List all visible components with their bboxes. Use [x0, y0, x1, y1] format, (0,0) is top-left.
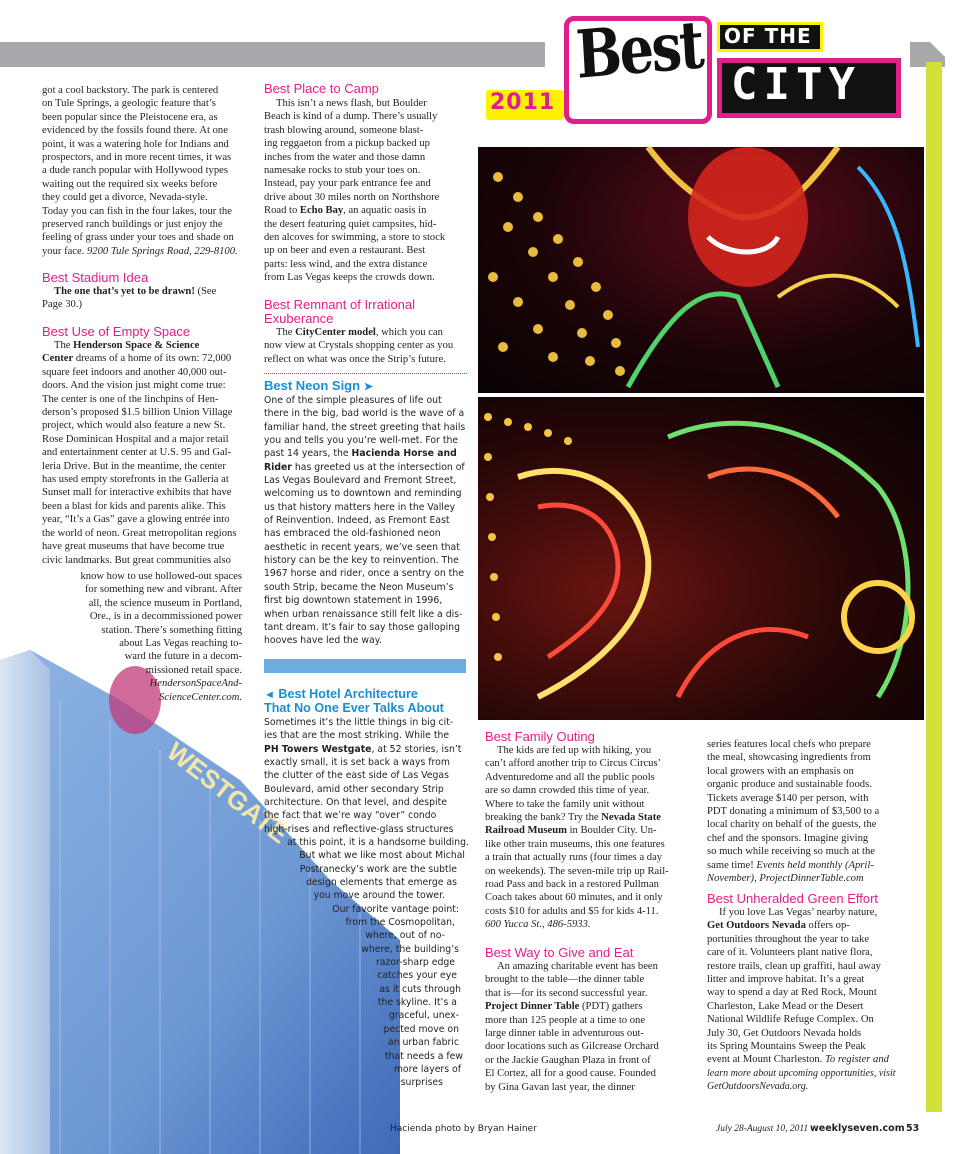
irrational-text — [264, 326, 469, 366]
empty-space-wrap-text — [42, 570, 242, 704]
family-line — [485, 811, 693, 824]
empty-bold: Henderson Space & Science — [73, 340, 200, 351]
family-line-text: in Boulder City. Un- — [566, 825, 657, 837]
give-line: or the Jackie Gaughan Plaza in front of — [485, 1054, 651, 1066]
arrow-left-icon: ◄ — [264, 689, 275, 701]
neon-line-text: past 14 years, the — [264, 448, 352, 460]
neon-line: there in the big, bad world is the wave of a — [264, 408, 465, 420]
hotel-line: the fact that we’re way “over” condo — [264, 810, 437, 822]
family-line: a train that actually runs (four times a day — [485, 852, 663, 864]
give-line: that is—for its second successful year. — [485, 987, 648, 999]
empty-line: project, which would also feature a new St. — [42, 420, 226, 432]
family-line: on weekends). The seven-mile trip up Rail- — [485, 865, 669, 877]
hotel-line: Sometimes it’s the little things in big cit- — [264, 717, 454, 728]
year-text: 2011 — [490, 90, 556, 115]
heading-best-give-eat: Best Way to Give and Eat — [485, 945, 634, 960]
neon-line: familiar hand, the street greeting that hails — [264, 421, 466, 433]
green-line — [707, 919, 919, 932]
park-address: 9200 Tule Springs Road, 229-8100. — [87, 245, 238, 257]
henderson-url[interactable]: ScienceCenter.com. — [159, 691, 242, 703]
give-line: An amazing charitable event has been — [497, 961, 658, 972]
give-line — [485, 1000, 693, 1013]
neon-line-text: has greeted us at the intersection of — [291, 461, 465, 473]
col4-line: the meal, showcasing ingredients from — [707, 752, 871, 764]
empty-bold: Center — [42, 353, 74, 365]
neon-sign-photo — [478, 147, 924, 720]
heading-text: Best Hotel Architecture — [278, 687, 418, 701]
col4-line: chef and the sponsors. Imagine giving — [707, 832, 869, 844]
heading-best-camp: Best Place to Camp — [264, 81, 379, 96]
neon-line: tant dream. It’s fair to say those galloping — [264, 621, 460, 633]
family-line — [485, 824, 693, 837]
heading-best-neon — [264, 378, 373, 393]
col1-line: been popular since the Pleistocene era, as — [42, 111, 218, 123]
green-line: portunities throughout the year to take — [707, 933, 870, 945]
irrational-line: reflect on what was once the Strip’s future. — [264, 353, 446, 365]
issue-dates: July 28-August 10, 2011 — [716, 1124, 809, 1134]
wrap-line: where, the building’s — [361, 943, 459, 955]
heading-text: Best Neon Sign — [264, 378, 361, 393]
give-line: brought to the table—the dinner table — [485, 974, 645, 986]
col1-line: waiting out the required six weeks before — [42, 178, 218, 190]
wrap-line: station. There’s something fitting — [101, 624, 242, 636]
wrap-line: that needs a few — [384, 1050, 463, 1062]
family-bold: Nevada State — [601, 812, 661, 824]
camp-line-text: , an aquatic oasis in — [343, 205, 427, 217]
green-line: restore trails, clean up graffiti, haul away — [707, 960, 881, 972]
hotel-line-text: , at 52 stories, isn’t — [371, 743, 462, 755]
camp-line: up on beer and even a restaurant. Best — [264, 245, 426, 257]
pdt-url[interactable]: November), ProjectDinnerTable.com — [707, 873, 864, 885]
camp-text — [264, 97, 469, 285]
camp-line-text: Road to — [264, 205, 300, 217]
get-outdoors-url[interactable]: GetOutdoorsNevada.org. — [707, 1081, 809, 1093]
col1-top-text — [42, 84, 250, 258]
heading-best-family: Best Family Outing — [485, 729, 595, 744]
heading-line: That No One Ever Talks About — [264, 701, 444, 715]
wrap-line: more layers of — [393, 1063, 461, 1075]
wrap-line: where, out of no- — [365, 930, 445, 942]
green-line: July 30, Get Outdoors Nevada holds — [707, 1027, 862, 1039]
wrap-line: an urban fabric — [387, 1037, 459, 1049]
green-line-text: event at Mount Charleston. — [707, 1054, 825, 1066]
wrap-line: about Las Vegas reaching to- — [119, 638, 242, 650]
neon-figure-graphic — [478, 147, 924, 393]
neon-line: you and tells you you’re well-met. For the — [264, 435, 459, 447]
empty-line: The center is one of the linchpins of Hen- — [42, 393, 219, 405]
irrational-line-text: The — [276, 327, 296, 338]
wrap-line: Our favorite vantage point: — [332, 903, 459, 915]
wrap-line: design elements that emerge as — [305, 877, 457, 889]
of-the-text: OF THE — [724, 24, 812, 48]
photo-credit: Hacienda photo by Bryan Hainer — [390, 1124, 537, 1134]
wrap-line: as it cuts through — [379, 983, 461, 995]
svg-text:WESTGATE: WESTGATE — [161, 736, 295, 850]
green-line: Charleston, Lake Mead or the Desert — [707, 1000, 864, 1012]
camp-line: Instead, pay your park entrance fee and — [264, 178, 431, 190]
col1-line: they could get a divorce, Nevada-style. — [42, 192, 208, 204]
col4-line-text: same time! — [707, 859, 757, 871]
stadium-line: Page 30.) — [42, 299, 83, 311]
col4-italic: Events held monthly (April- — [756, 859, 874, 871]
empty-line: civic landmarks. But great communities also — [42, 554, 231, 566]
neon-line: us that history matters here in the Valley — [264, 501, 456, 513]
hotel-bold: PH Towers Westgate — [264, 743, 372, 755]
green-bold: Get Outdoors Nevada — [707, 920, 806, 932]
col1-line — [42, 245, 250, 258]
camp-line: This isn’t a news flash, but Boulder — [276, 98, 427, 109]
col1-line: prospectors, and in more recent times, it was — [42, 152, 232, 164]
wrap-line: the skyline. It’s a — [377, 997, 457, 1009]
neon-bold: Hacienda Horse and — [351, 448, 457, 460]
neon-text — [264, 394, 469, 648]
col4-line: local growers with an emphasis on — [707, 765, 854, 777]
neon-line: first big downtown statement in 1996, — [264, 595, 443, 607]
col4-line: organic produce and sustainable foods. — [707, 779, 872, 791]
empty-line — [42, 352, 250, 365]
empty-line: year, “It’s a Gas” gave a glowing entrée into — [42, 514, 230, 526]
wrap-line: Postranecky’s work are the subtle — [299, 863, 457, 875]
hotel-text — [264, 716, 469, 836]
wrap-line: But what we like most about Michal — [299, 850, 465, 862]
heading-line — [264, 688, 444, 702]
col4-text — [707, 738, 919, 885]
empty-line: doors. And the vision just might come true: — [42, 380, 226, 392]
wrap-line: Ore., is in a decommissioned power — [89, 611, 242, 623]
family-line: can’t afford another trip to Circus Circus’ — [485, 758, 662, 770]
empty-line-text: The — [54, 340, 74, 351]
heading-best-empty-space: Best Use of Empty Space — [42, 324, 191, 339]
empty-line: have great museums that have become true — [42, 541, 225, 553]
family-line: The kids are fed up with hiking, you — [497, 745, 652, 756]
empty-line: Rose Dominican Hospital and a major retail — [42, 433, 229, 445]
wrap-line: from the Cosmopolitan, — [345, 917, 455, 929]
wrap-line: all, the science museum in Portland, — [88, 597, 242, 609]
col1-line: Today you can fish in the four lakes, tour the — [42, 205, 232, 217]
give-line: door locations such as Gilcrease Orchard — [485, 1041, 659, 1053]
hotel-line — [264, 743, 469, 756]
camp-line: ing reggaeton from a pickup backed up — [264, 138, 430, 150]
wrap-line: at this point, it is a handsome building. — [287, 837, 469, 848]
neon-line: has embraced the old-fashioned neon — [264, 528, 441, 540]
hotel-line: Boulevard, amid other secondary Strip — [264, 783, 444, 795]
neon-horse-graphic — [478, 397, 924, 720]
col1-line: got a cool backstory. The park is centered — [42, 85, 219, 96]
empty-line: and entertainment center at U.S. 95 and Gal- — [42, 447, 232, 459]
neon-line: 1967 horse and rider, once a sentry on the — [264, 568, 464, 580]
masthead-logo — [486, 5, 906, 130]
side-color-bar — [926, 62, 942, 1112]
wrap-line: ward the future in a decom- — [124, 651, 242, 663]
neon-photo-bottom — [478, 397, 924, 720]
green-line: learn more about upcoming opportunities, visit — [707, 1067, 896, 1079]
irrational-line — [264, 326, 469, 339]
empty-line: has used empty storefronts in the Galleria at — [42, 474, 229, 486]
heading-best-hotel — [264, 688, 444, 715]
camp-line: namesake rocks to stub your toes on. — [264, 165, 421, 177]
neon-line: when urban renaissance still felt like a dis- — [264, 608, 463, 620]
city-text: CITY — [731, 59, 861, 110]
heading-line: Exuberance — [264, 311, 334, 326]
empty-line: square feet indoors and another 40,000 out- — [42, 366, 227, 378]
green-line-text: offers op- — [805, 920, 850, 932]
col1-line: on Tule Springs, a geologic feature that’s — [42, 98, 216, 110]
give-eat-text — [485, 960, 693, 1094]
museum-address: 600 Yucca St., 486-5933. — [485, 919, 591, 931]
empty-line: leria Drive. But in the meantime, the center — [42, 460, 226, 472]
family-line: Coach takes about 60 minutes, and it only — [485, 892, 663, 904]
wrap-line: razor-sharp edge — [375, 957, 455, 969]
family-line: like other train museums, this one features — [485, 838, 665, 850]
col4-line: Tickets average $140 per person, with — [707, 792, 869, 804]
camp-line: drive about 30 miles north on Northshore — [264, 191, 440, 203]
col4-line — [707, 859, 919, 872]
heading-best-irrational — [264, 298, 415, 326]
irrational-line-text: , which you can — [375, 327, 443, 338]
family-line-text: breaking the bank? Try the — [485, 812, 602, 824]
hotel-line: architecture. On that level, and despite — [264, 797, 447, 809]
wrap-line: pected move on — [383, 1023, 459, 1035]
stadium-bold: The one that’s yet to be drawn! — [54, 286, 195, 297]
neon-line: welcoming us to downtown and reminding — [264, 488, 462, 500]
camp-line: the desert featuring quiet campsites, hid- — [264, 218, 437, 230]
family-line: Adventuredome and all the public pools — [485, 771, 655, 783]
wrap-line: for something new and vibrant. After — [84, 584, 242, 596]
camp-line: parts: less wind, and the extra distance — [264, 258, 428, 270]
stadium-rest: (See — [194, 286, 217, 297]
neon-line — [264, 447, 469, 460]
give-line: more than 125 people at a time to one — [485, 1014, 646, 1026]
empty-line: the world of neon. Great metropolitan regions — [42, 527, 237, 539]
irrational-bold: CityCenter model — [295, 327, 376, 338]
camp-line: Beach is kind of a dump. There’s usually — [264, 111, 438, 123]
green-line: care of it. Volunteers plant native flora, — [707, 947, 873, 959]
neon-photo-top — [478, 147, 924, 393]
camp-line: inches from the water and those damn — [264, 151, 426, 163]
section-divider — [264, 373, 467, 374]
green-text — [707, 906, 919, 1094]
give-line: by Gina Gavan last year, the dinner — [485, 1081, 635, 1093]
stadium-line — [42, 285, 250, 298]
wrap-line: you move around the tower. — [313, 890, 445, 902]
empty-line — [42, 339, 250, 352]
heading-best-stadium: Best Stadium Idea — [42, 270, 149, 285]
col1-line: a dude ranch popular with Hollywood types — [42, 165, 228, 177]
page-number: 53 — [906, 1123, 920, 1134]
green-line: National Wildlife Refuge Complex. On — [707, 1014, 874, 1026]
neon-line: Las Vegas Boulevard and Fremont Street, — [264, 475, 457, 487]
green-line: way to spend a day at Red Rock, Mount — [707, 987, 877, 999]
neon-line: history can be the key to reinvention. The — [264, 555, 459, 567]
neon-line: of Reinvention. Indeed, as Fremont East — [264, 515, 450, 527]
give-line: large dinner table in adventurous out- — [485, 1028, 644, 1040]
hotel-line: ies that are the most striking. While the — [264, 730, 450, 742]
green-line — [707, 1053, 919, 1066]
col4-line: PDT donating a minimum of $3,500 to a — [707, 806, 880, 818]
family-text — [485, 744, 693, 932]
hotel-line: exactly small, it is set back a ways from — [264, 757, 450, 769]
green-line: If you love Las Vegas’ nearby nature, — [719, 907, 878, 918]
col4-line: local charity on behalf of the guests, the — [707, 819, 877, 831]
hotel-line: the clutter of the east side of Las Vegas — [264, 770, 449, 782]
empty-line: been a blast for kids and parents alike. This — [42, 500, 226, 512]
green-line: its Spring Mountains Sweep the Peak — [707, 1041, 866, 1053]
give-bold: Project Dinner Table — [485, 1001, 580, 1013]
col4-line: so much while receiving so much at the — [707, 846, 875, 858]
stadium-text — [42, 285, 250, 312]
camp-line: from Las Vegas keeps the crowds down. — [264, 272, 435, 284]
henderson-url[interactable]: HendersonSpaceAnd- — [149, 678, 242, 690]
heading-line: Best Remnant of Irrational — [264, 297, 416, 312]
give-line: El Cortez, all for a good cause. Founded — [485, 1068, 656, 1080]
empty-space-text — [42, 339, 250, 567]
wrap-line: missioned retail space. — [145, 664, 242, 676]
green-line: litter and improve habitat. It’s a great — [707, 974, 865, 986]
wrap-line: graceful, unex- — [388, 1010, 459, 1022]
col1-line: evidenced by the fossils found there. At one — [42, 125, 228, 137]
wrap-line: know how to use hollowed-out spaces — [80, 571, 242, 582]
camp-line — [264, 204, 469, 217]
neon-line: One of the simple pleasures of life out — [264, 395, 442, 406]
neon-line: aesthetic in recent years, we’ve seen that — [264, 541, 460, 553]
family-line: Where to take the family unit without — [485, 798, 645, 810]
family-line: are so damn crowded this time of year. — [485, 785, 650, 797]
camp-line: den alcoves for swimming, a store to stock — [264, 232, 446, 244]
arrow-right-icon: ➤ — [363, 381, 373, 393]
blue-divider-bar — [264, 659, 466, 673]
empty-line: Sunset mall for interactive exhibits that have — [42, 487, 232, 499]
empty-line-text: dreams of a home of its own: 72,000 — [73, 353, 232, 365]
col1-line: feeling of grass under your toes and shade on — [42, 232, 234, 244]
neon-line: hooves have led the way. — [264, 635, 382, 647]
wrap-line: catches your eye — [377, 970, 457, 982]
col4-line: series features local chefs who prepare — [707, 739, 871, 750]
camp-line: trash blowing around, someone blast- — [264, 124, 424, 136]
neon-line: south Strip, became the Neon Museum’s — [264, 581, 454, 593]
hotel-line: high-rises and reflective-glass structures — [264, 823, 454, 835]
neon-bold: Rider — [264, 461, 292, 473]
empty-line: derson’s proposed $1.5 billion Union Village — [42, 407, 233, 419]
family-line: costs $10 for adults and $5 for kids 4-11. — [485, 905, 659, 917]
irrational-line: now view at Crystals shopping center as you — [264, 340, 454, 352]
wrap-line: surprises — [400, 1077, 443, 1089]
give-line-text: (PDT) gathers — [579, 1001, 643, 1013]
hotel-wrap-text — [264, 836, 469, 1090]
best-text: Best — [574, 5, 704, 94]
green-italic: To register and — [824, 1054, 889, 1066]
col1-line: preserved ranch buildings or just enjoy the — [42, 219, 223, 231]
neon-line — [264, 461, 469, 474]
col1-line-text: your face. — [42, 245, 87, 257]
heading-best-green: Best Unheralded Green Effort — [707, 891, 879, 906]
family-line: road Pass and back in a restored Pullman — [485, 879, 659, 891]
site-url[interactable]: weeklyseven.com — [810, 1123, 905, 1134]
family-bold: Railroad Museum — [485, 825, 567, 837]
col1-line: point, it was a watering hole for Indians and — [42, 138, 229, 150]
camp-bold: Echo Bay — [299, 205, 344, 217]
